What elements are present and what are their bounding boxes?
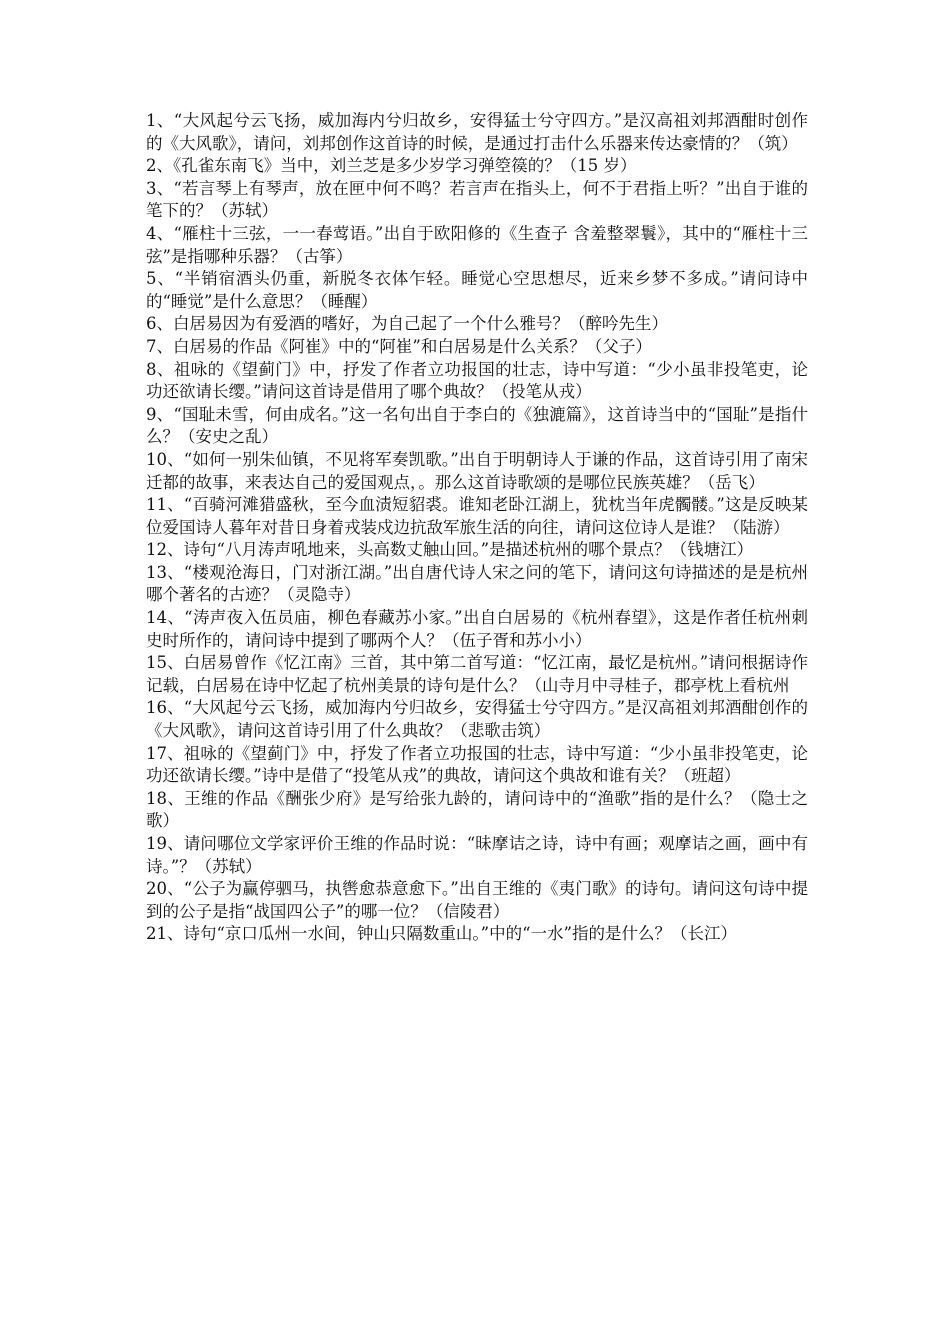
question-17: 17、祖咏的《望蓟门》中，抒发了作者立功报国的壮志，诗中写道：“少小虽非投笔吏，论功还欲请长缨。”诗中是借了“投笔从戎”的典故，请问这个典故和谁有关？（班超） <box>146 743 808 786</box>
question-16: 16、“大风起兮云飞扬，威加海内兮归故乡，安得猛士兮守四方。”是汉高祖刘邦酒酣创作的《大风歌》，请问这首诗引用了什么典故？（悲歌击筑） <box>146 698 808 741</box>
question-2: 2、《孔雀东南飞》当中，刘兰芝是多少岁学习弹箜篌的？（15 岁） <box>146 156 637 176</box>
question-10: 10、“如何一别朱仙镇，不见将军奏凯歌。”出自于明朝诗人于谦的作品，这首诗引用了南宋迁都的故事，来表达自己的爱国观点，。那么这首诗歌颂的是哪位民族英雄？（岳飞） <box>146 449 808 492</box>
question-19: 19、请问哪位文学家评价王维的作品时说：“昧摩诘之诗，诗中有画；观摩诘之画，画中有诗。”？（苏轼） <box>146 834 808 876</box>
question-18: 18、王维的作品《酬张少府》是写给张九龄的，请问诗中的“渔歌”指的是什么？（隐士之歌） <box>146 788 808 831</box>
question-13: 13、“楼观沧海日，门对浙江湖。”出自唐代诗人宋之问的笔下，请问这句诗描述的是是杭州哪个著名的古迹？（灵隐寺） <box>146 562 808 605</box>
question-9: 9、“国耻未雪，何由成名。”这一名句出自于李白的《独漉篇》，这首诗当中的“国耻”是指什么？（安史之乱） <box>146 404 808 447</box>
question-8: 8、祖咏的《望蓟门》中，抒发了作者立功报国的壮志，诗中写道：“少小虽非投笔吏，论功还欲请长缨。”请问这首诗是借用了哪个典故？（投笔从戎） <box>146 359 808 402</box>
question-20: 20、“公子为赢停驷马，执辔愈恭意愈下。”出自王维的《夷门歌》的诗句。请问这句诗中提到的公子是指“战国四公子”的哪一位？（信陵君） <box>146 879 808 921</box>
question-3: 3、“若言琴上有琴声，放在匣中何不鸣？若言声在指头上，何不于君指上听？”出自于谁的笔下的？（苏轼） <box>146 178 808 221</box>
question-7: 7、白居易的作品《阿崔》中的“阿崔”和白居易是什么关系？（父子） <box>146 336 652 356</box>
question-5: 5、“半销宿酒头仍重，新脱冬衣体乍轻。睡觉心空思想尽，近来乡梦不多成。”请问诗中的“睡觉”是什么意思？（睡醒） <box>146 269 808 311</box>
question-1: 1、“大风起兮云飞扬，威加海内兮归故乡，安得猛士兮守四方。”是汉高祖刘邦酒酣时创作的《大风歌》，请问，刘邦创作这首诗的时候，是通过打击什么乐器来传达豪情的？（筑） <box>146 111 808 153</box>
question-11: 11、“百骑河滩猎盛秋，至今血渍短貂裘。谁知老卧江湖上，犹枕当年虎髑髅。”这是反映某位爱国诗人暮年对昔日身着戎装戍边抗敌军旅生活的向往，请问这位诗人是谁？（陆游） <box>146 495 808 537</box>
question-15: 15、白居易曾作《忆江南》三首，其中第二首写道：“忆江南，最忆是杭州。”请问根据诗作记载，白居易在诗中忆起了杭州美景的诗句是什么？（山寺月中寻桂子，郡亭枕上看杭州 <box>146 653 808 695</box>
question-6: 6、白居易因为有爱酒的嗜好，为自己起了一个什么雅号？（醉吟先生） <box>146 314 668 334</box>
question-21: 21、诗句“京口瓜州一水间，钟山只隔数重山。”中的“一水”指的是什么？（长江） <box>146 924 737 944</box>
question-4: 4、“雁柱十三弦，一一春莺语。”出自于欧阳修的《生查子 含羞整翠鬟》，其中的“雁柱十三弦”是指哪种乐器？（古筝） <box>146 223 808 266</box>
document-body <box>146 110 808 946</box>
question-14: 14、“涛声夜入伍员庙，柳色春藏苏小家。”出自白居易的《杭州春望》，这是作者任杭州刺史时所作的，请问诗中提到了哪两个人？（伍子胥和苏小小） <box>146 608 808 650</box>
question-12: 12、诗句“八月涛声吼地来，头高数丈触山回。”是描述杭州的哪个景点？（钱塘江） <box>146 540 754 560</box>
